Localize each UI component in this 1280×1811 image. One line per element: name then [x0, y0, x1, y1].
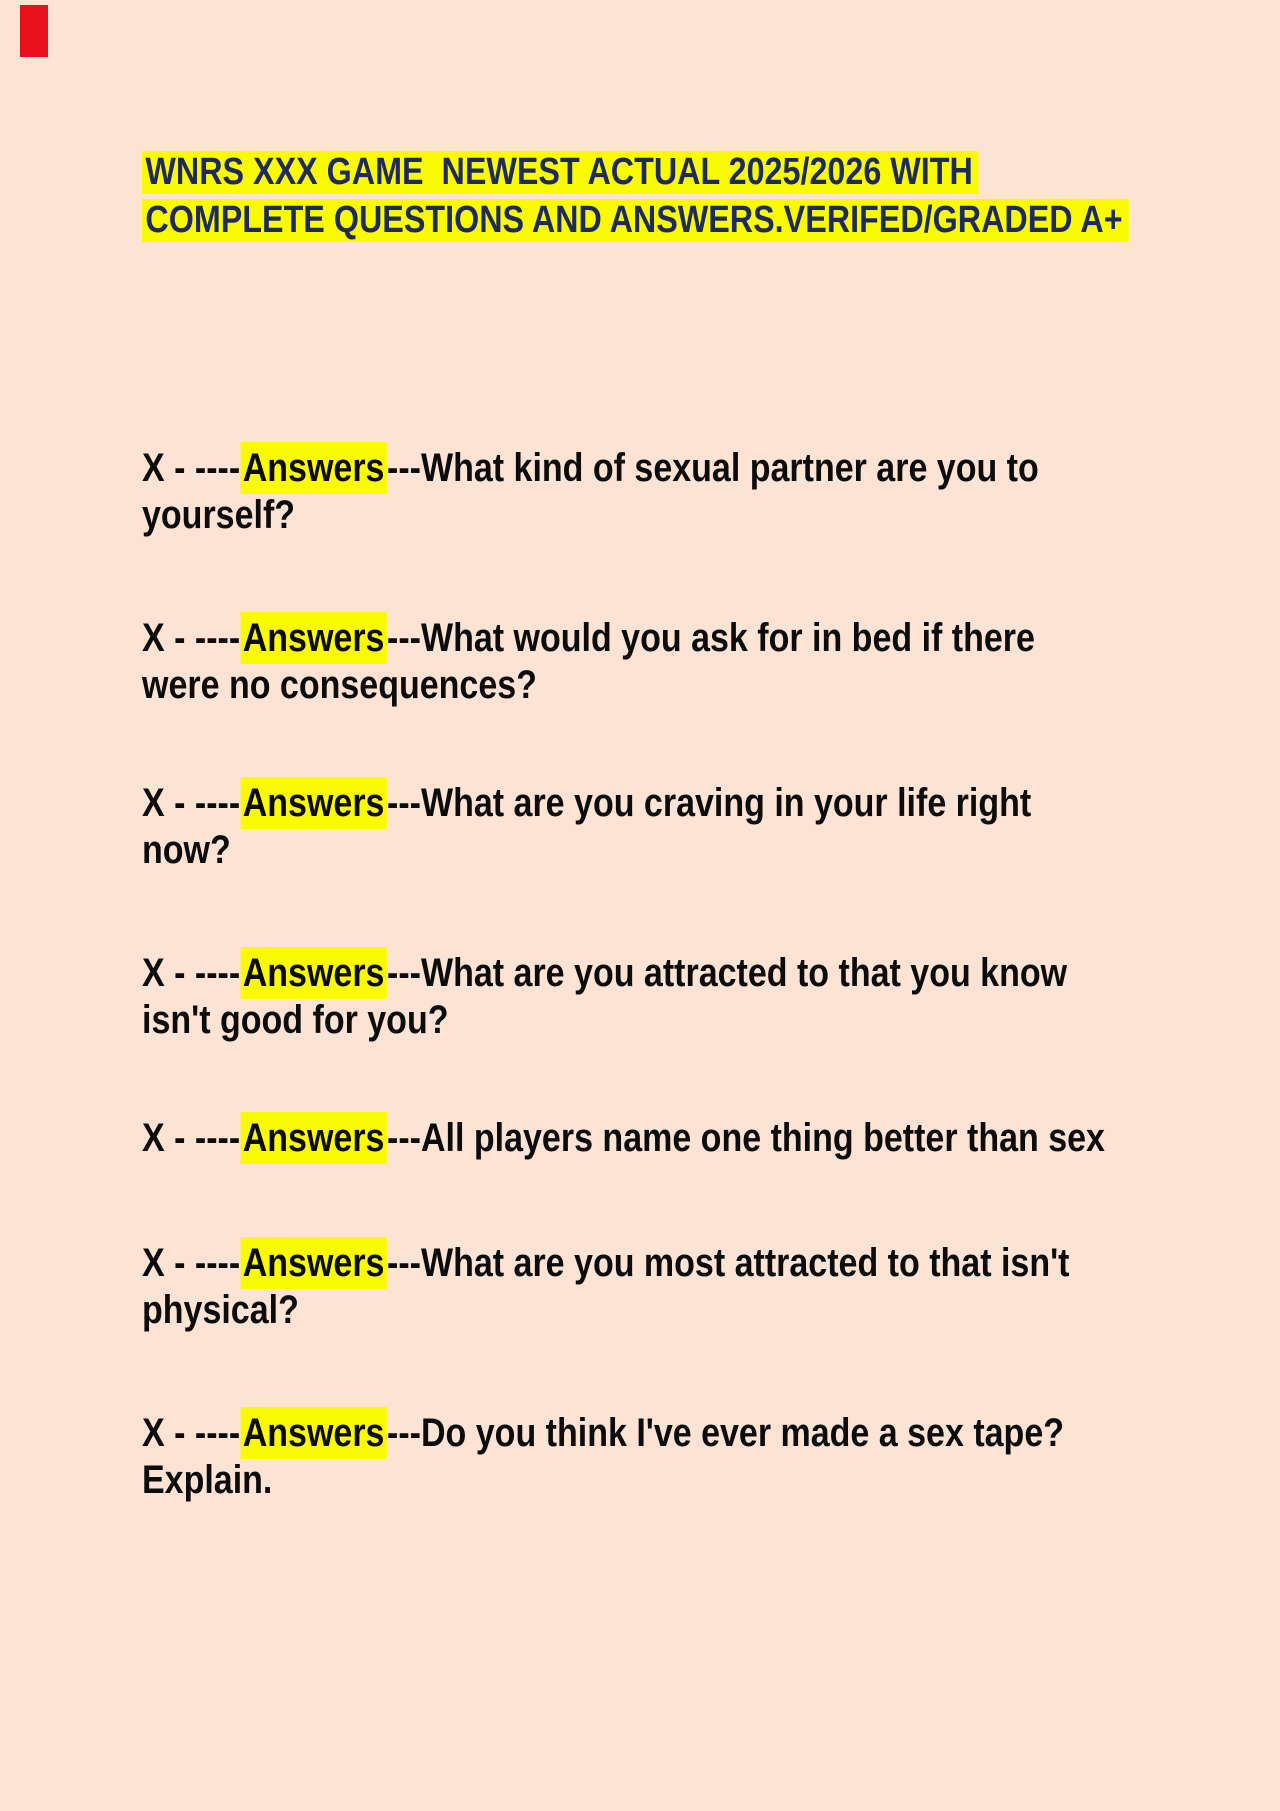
question-text: What kind of sexual partner are you to	[420, 446, 1039, 490]
title-highlight: COMPLETE QUESTIONS AND ANSWERS.VERIFED/GRADED A+	[142, 199, 1129, 242]
question-separator: ---	[387, 951, 421, 995]
question-line	[142, 780, 1103, 827]
question-text: now?	[142, 828, 231, 872]
answers-highlight: Answers	[240, 777, 387, 829]
question-line	[142, 492, 1103, 539]
question-line	[142, 1240, 1103, 1287]
question-line	[142, 997, 1103, 1044]
question-text: physical?	[142, 1288, 299, 1332]
question-text: Do you think I've ever made a sex tape?	[420, 1411, 1064, 1455]
question-text: were no consequences?	[142, 663, 537, 707]
question-separator: ---	[387, 446, 421, 490]
question-line	[142, 662, 1103, 709]
question-line	[142, 827, 1103, 874]
question-item-3	[142, 780, 1272, 874]
answers-highlight: Answers	[240, 1407, 387, 1459]
document-title-line-2	[142, 199, 1129, 242]
question-item-5	[142, 1115, 1272, 1162]
question-prefix: X - ----	[142, 446, 241, 490]
question-item-7	[142, 1410, 1272, 1504]
document-title	[142, 151, 1280, 247]
question-text: isn't good for you?	[142, 998, 449, 1042]
question-prefix: X - ----	[142, 781, 241, 825]
question-line	[142, 1410, 1103, 1457]
question-prefix: X - ----	[142, 951, 241, 995]
question-item-1	[142, 445, 1272, 539]
question-prefix: X - ----	[142, 1116, 241, 1160]
title-highlight: WNRS XXX GAME NEWEST ACTUAL 2025/2026 WITH	[142, 151, 979, 194]
question-separator: ---	[387, 1411, 421, 1455]
question-line	[142, 445, 1103, 492]
question-text: What are you attracted to that you know	[420, 951, 1068, 995]
red-corner-mark	[20, 5, 48, 57]
answers-highlight: Answers	[240, 1112, 387, 1164]
answers-highlight: Answers	[240, 442, 387, 494]
question-item-6	[142, 1240, 1272, 1334]
question-line	[142, 615, 1103, 662]
question-prefix: X - ----	[142, 616, 241, 660]
question-prefix: X - ----	[142, 1411, 241, 1455]
question-item-4	[142, 950, 1272, 1044]
document-title-line-1	[142, 151, 1129, 194]
question-text: Explain.	[142, 1458, 273, 1502]
question-text: What are you craving in your life right	[420, 781, 1032, 825]
answers-highlight: Answers	[240, 1237, 387, 1289]
question-separator: ---	[387, 1241, 421, 1285]
question-text: What would you ask for in bed if there	[420, 616, 1035, 660]
question-separator: ---	[387, 781, 421, 825]
answers-highlight: Answers	[240, 612, 387, 664]
question-line	[142, 950, 1103, 997]
question-line	[142, 1287, 1103, 1334]
question-line	[142, 1115, 1103, 1162]
question-text: All players name one thing better than sex	[420, 1116, 1105, 1160]
question-separator: ---	[387, 1116, 421, 1160]
question-prefix: X - ----	[142, 1241, 241, 1285]
question-text: What are you most attracted to that isn't	[420, 1241, 1070, 1285]
question-item-2	[142, 615, 1272, 709]
question-line	[142, 1457, 1103, 1504]
question-separator: ---	[387, 616, 421, 660]
question-text: yourself?	[142, 493, 296, 537]
answers-highlight: Answers	[240, 947, 387, 999]
